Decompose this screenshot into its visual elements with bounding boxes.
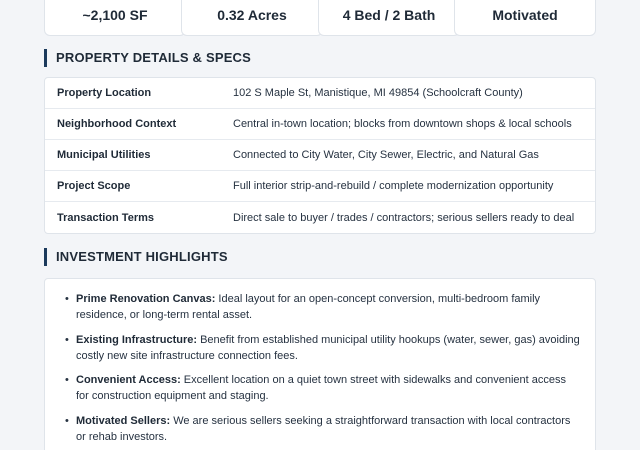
spec-label: Project Scope (57, 180, 131, 192)
bullet-icon: • (65, 374, 69, 386)
spec-label: Transaction Terms (57, 211, 154, 224)
list-item (65, 291, 581, 323)
highlight-heading: Convenient Access: (76, 374, 181, 386)
table-row (45, 171, 595, 202)
highlight-text: Ideal layout for an open-concept conversion, multi-bedroom family residence, or long-term rental asset. (76, 293, 541, 321)
table-row (45, 78, 595, 109)
highlight-heading: Motivated Sellers: (76, 414, 171, 427)
highlight-heading: Prime Renovation Canvas: (76, 293, 216, 305)
list-item (65, 372, 581, 404)
stat-square-footage: ~2,100 SF (44, 0, 186, 36)
spec-value: Connected to City Water, City Sewer, Electric, and Natural Gas (233, 149, 539, 161)
list-item (65, 332, 581, 364)
spec-value: Central in-town location; blocks from downtown shops & local schools (233, 118, 572, 130)
spec-value: 102 S Maple St, Manistique, MI 49854 (Schoolcraft County) (233, 87, 523, 99)
table-row (45, 109, 595, 140)
spec-label: Property Location (57, 87, 152, 99)
table-row (45, 140, 595, 171)
stat-bed-bath: 4 Bed / 2 Bath (318, 0, 460, 36)
stat-lot-size: 0.32 Acres (181, 0, 323, 36)
bullet-icon: • (65, 293, 69, 305)
spec-label: Municipal Utilities (57, 149, 151, 161)
stat-seller-status: Motivated (454, 0, 596, 36)
specs-section-title: PROPERTY DETAILS & SPECS (44, 49, 251, 67)
highlights-card (44, 278, 596, 450)
spec-value: Full interior strip-and-rebuild / complete modernization opportunity (233, 180, 554, 192)
specs-table (44, 77, 596, 234)
highlights-section-title: INVESTMENT HIGHLIGHTS (44, 248, 228, 266)
spec-label: Neighborhood Context (57, 118, 177, 130)
bullet-icon: • (65, 414, 69, 427)
table-row (45, 202, 595, 233)
highlight-text: We are serious sellers seeking a straightforward transaction with local contractors or rehab investors. (76, 414, 571, 443)
spec-value: Direct sale to buyer / trades / contractors; serious sellers ready to deal (233, 211, 575, 224)
highlight-heading: Existing Infrastructure: (76, 333, 198, 346)
stats-row (44, 0, 596, 36)
bullet-icon: • (65, 333, 69, 346)
list-item (65, 413, 581, 445)
highlight-text: Benefit from established municipal utility hookups (water, sewer, gas) avoiding costly new site infrastructure connection fees. (76, 333, 580, 362)
highlight-text: Excellent location on a quiet town street with sidewalks and convenient access for construction equipment and staging. (76, 374, 566, 402)
